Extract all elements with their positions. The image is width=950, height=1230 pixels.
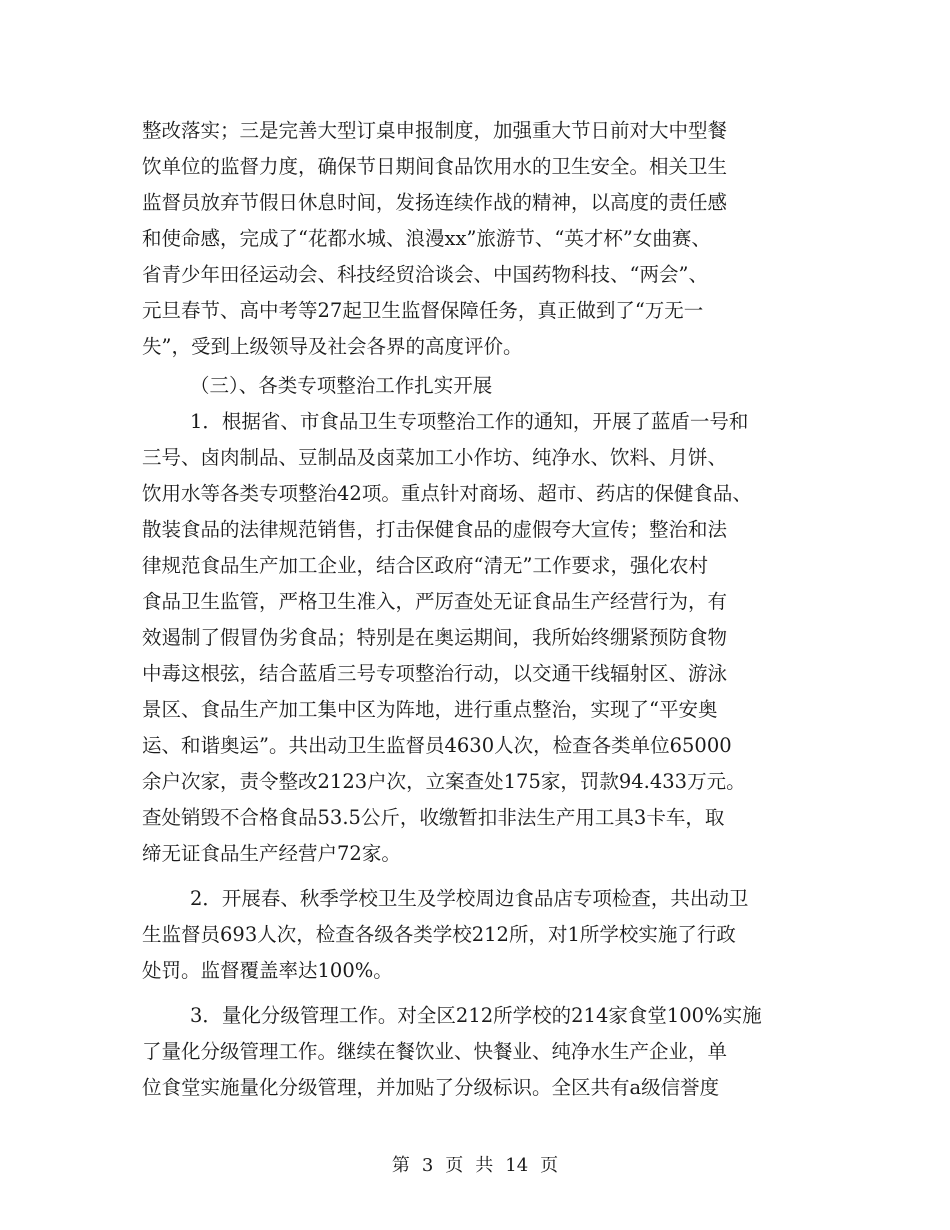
text-line: 余户次家，责令整改2123户次，立案查处175家，罚款94.433万元。 bbox=[142, 770, 746, 793]
text-line: 缔无证食品生产经营户72家。 bbox=[142, 842, 401, 865]
text-line: 了量化分级管理工作。继续在餐饮业、快餐业、纯净水生产企业，单 bbox=[142, 1040, 728, 1063]
footer-total-pages: 14 bbox=[505, 1155, 529, 1176]
section-heading: （三）、各类专项整治工作扎实开展 bbox=[190, 374, 493, 397]
text-line: 失”，受到上级领导及社会各界的高度评价。 bbox=[142, 335, 523, 358]
text-line: 位食堂实施量化分级管理，并加贴了分级标识。全区共有a级信誉度 bbox=[142, 1076, 720, 1099]
text-line: 景区、食品生产加工集中区为阵地，进行重点整治，实现了“平安奥 bbox=[142, 698, 718, 721]
text-line: 效遏制了假冒伪劣食品；特别是在奥运期间，我所始终绷紧预防食物 bbox=[142, 626, 728, 649]
text-line: 处罚。监督覆盖率达100%。 bbox=[142, 959, 393, 982]
text-line: 食品卫生监管，严格卫生准入，严厉查处无证食品生产经营行为，有 bbox=[142, 590, 728, 613]
text-line: 和使命感，完成了“花都水城、浪漫xx”旅游节、“英才杯”女曲赛、 bbox=[142, 227, 711, 250]
text-line: 中毒这根弦，结合蓝盾三号专项整治行动，以交通干线辐射区、游泳 bbox=[142, 662, 728, 685]
page-footer bbox=[0, 1154, 950, 1178]
text-line: 运、和谐奥运”。共出动卫生监督员4630人次，检查各类单位65000 bbox=[142, 734, 732, 757]
text-line: 散装食品的法律规范销售，打击保健食品的虚假夸大宣传；整治和法 bbox=[142, 518, 728, 541]
text-line: 省青少年田径运动会、科技经贸洽谈会、中国药物科技、“两会”、 bbox=[142, 263, 708, 286]
text-line: 2．开展春、秋季学校卫生及学校周边食品店专项检查，共出动卫 bbox=[190, 887, 749, 910]
text-line: 整改落实；三是完善大型订桌申报制度，加强重大节日前对大中型餐 bbox=[142, 119, 728, 142]
text-line: 监督员放弃节假日休息时间，发扬连续作战的精神，以高度的责任感 bbox=[142, 191, 728, 214]
text-line: 饮单位的监督力度，确保节日期间食品饮用水的卫生安全。相关卫生 bbox=[142, 155, 728, 178]
text-line: 1．根据省、市食品卫生专项整治工作的通知，开展了蓝盾一号和 bbox=[190, 410, 749, 433]
footer-page-label: 页 bbox=[445, 1155, 464, 1176]
text-line: 元旦春节、高中考等27起卫生监督保障任务，真正做到了“万无一 bbox=[142, 299, 704, 322]
text-line: 3．量化分级管理工作。对全区212所学校的214家食堂100%实施 bbox=[190, 1004, 762, 1027]
footer-suffix: 页 bbox=[540, 1155, 559, 1176]
footer-prefix: 第 bbox=[391, 1155, 410, 1176]
text-line: 查处销毁不合格食品53.5公斤，收缴暂扣非法生产用工具3卡车，取 bbox=[142, 806, 725, 829]
text-line: 三号、卤肉制品、豆制品及卤菜加工小作坊、纯净水、饮料、月饼、 bbox=[142, 446, 728, 469]
footer-page-number: 3 bbox=[421, 1155, 434, 1176]
text-line: 律规范食品生产加工企业，结合区政府“清无”工作要求，强化农村 bbox=[142, 554, 708, 577]
footer-total-label: 共 bbox=[475, 1155, 494, 1176]
text-line: 生监督员693人次，检查各级各类学校212所，对1所学校实施了行政 bbox=[142, 923, 736, 946]
text-line: 饮用水等各类专项整治42项。重点针对商场、超市、药店的保健食品、 bbox=[142, 482, 752, 505]
